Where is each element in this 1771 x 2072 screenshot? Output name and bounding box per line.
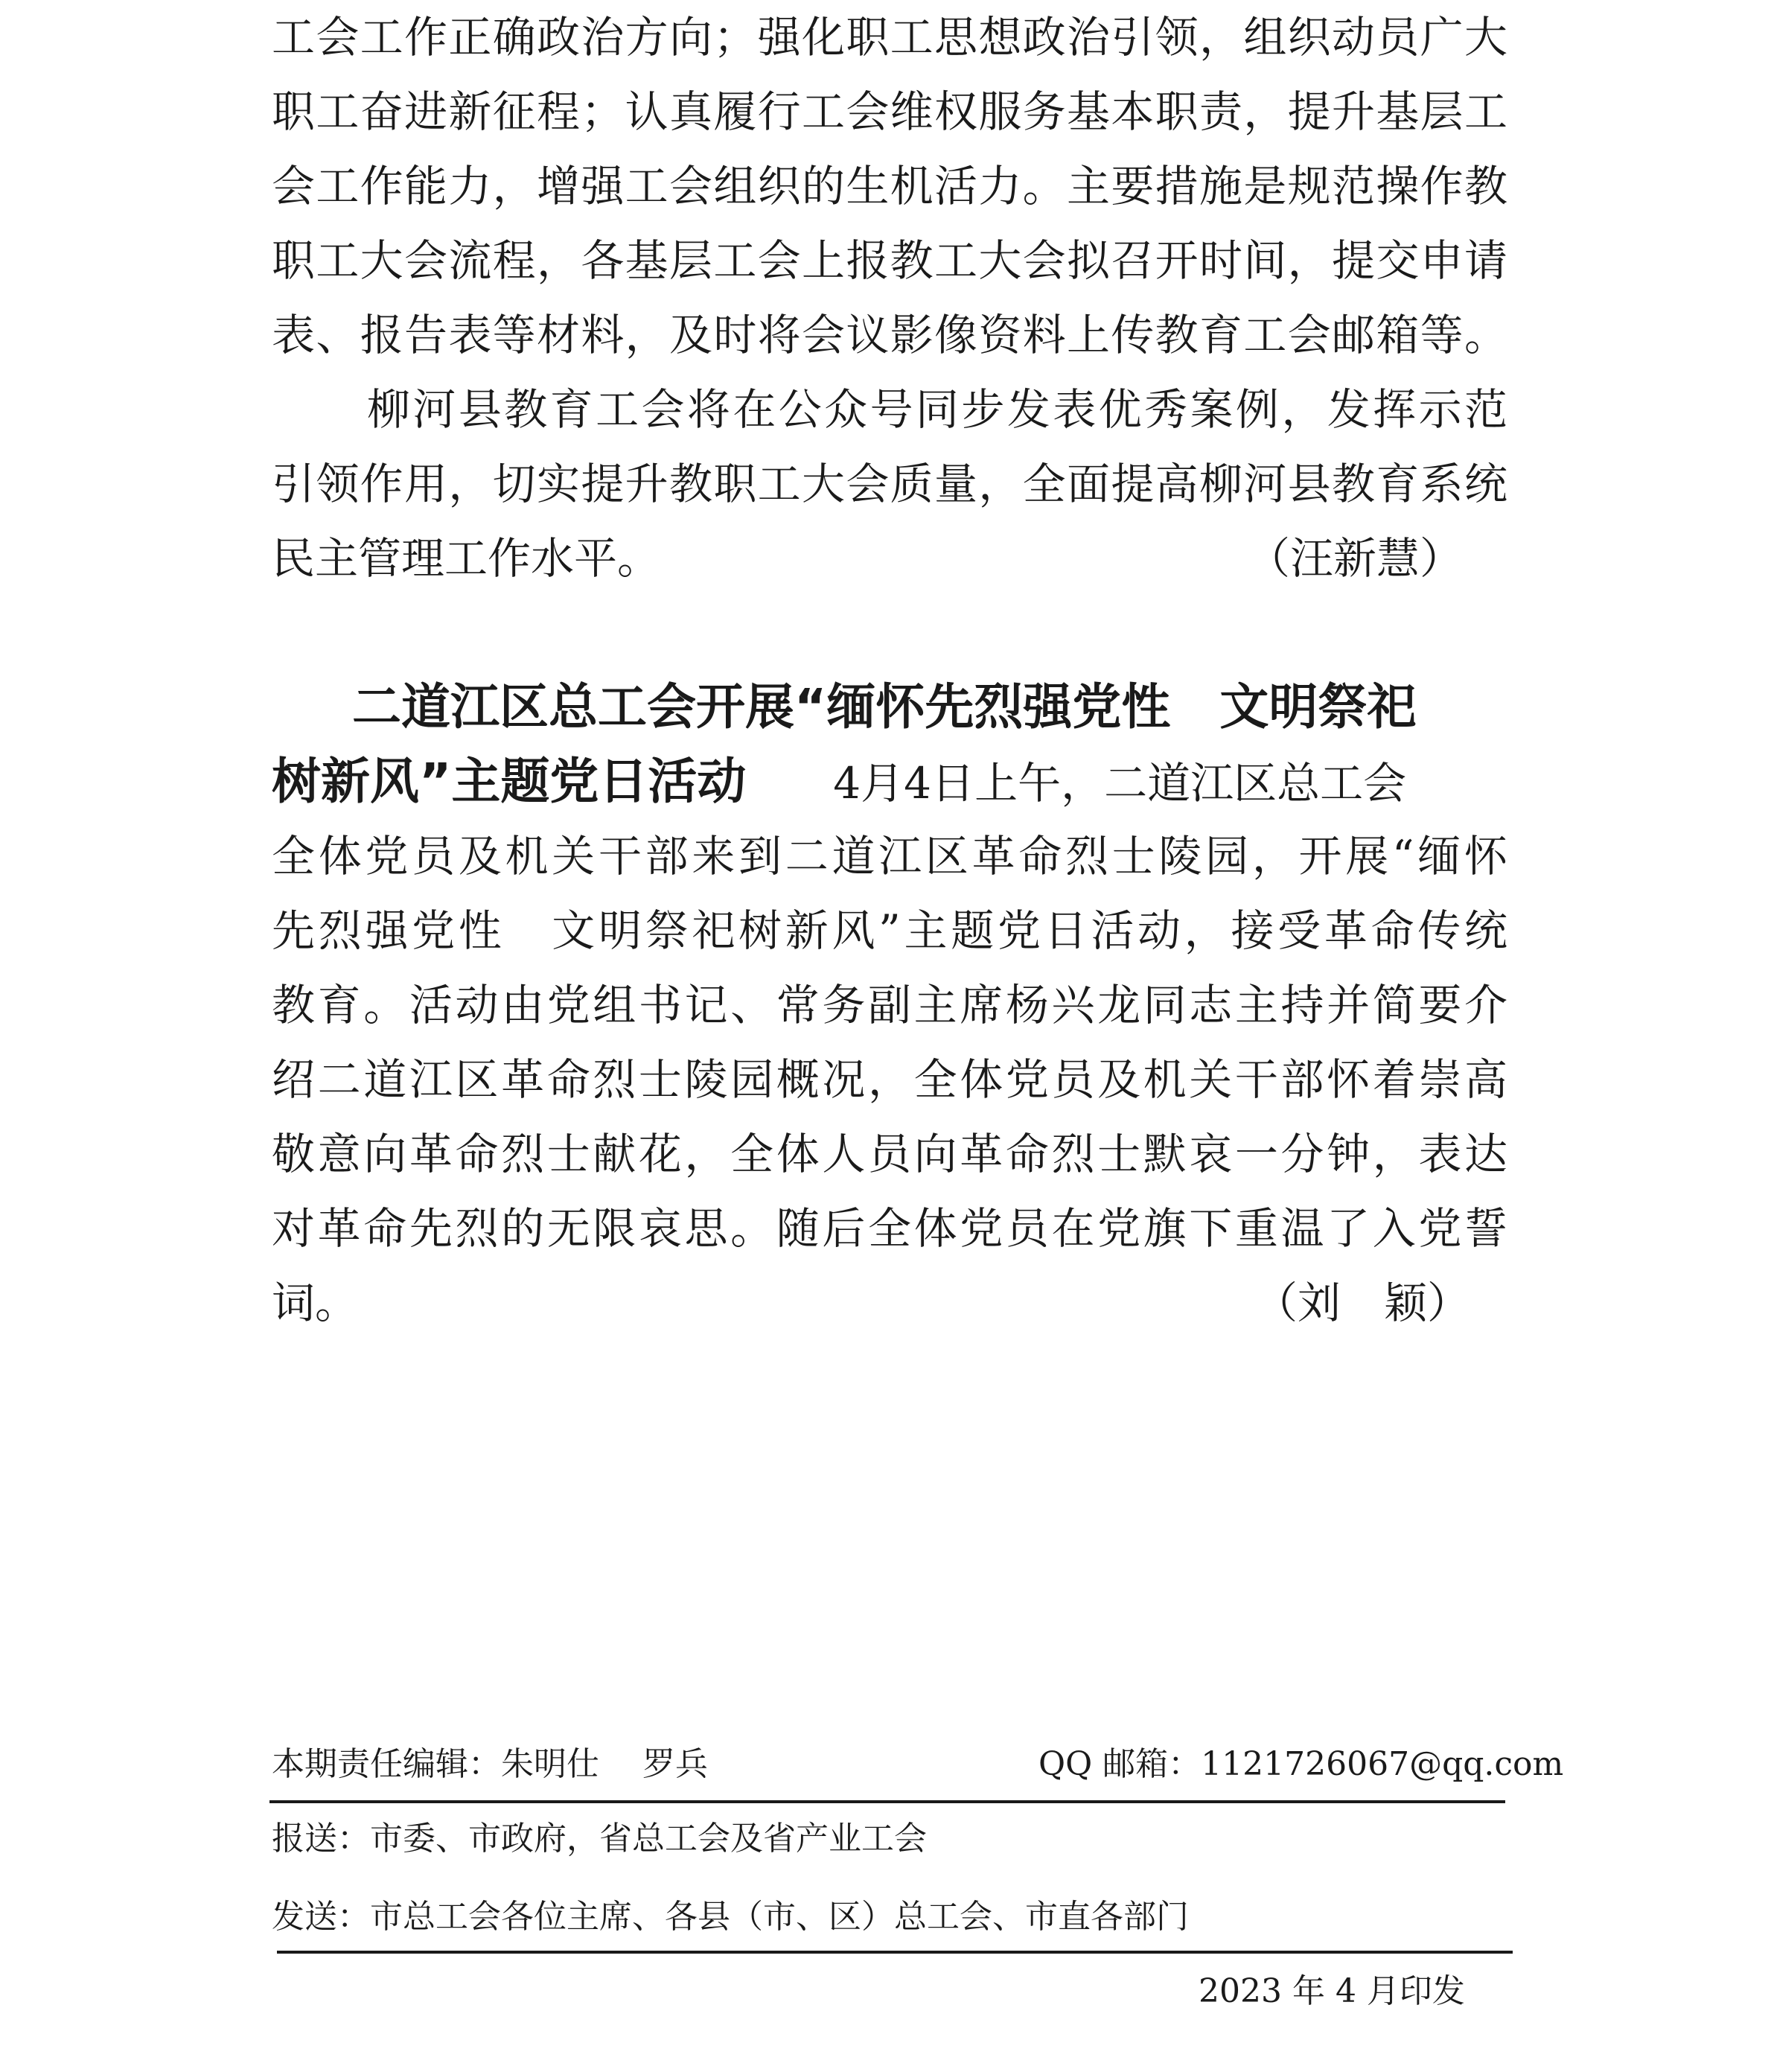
article-lead-text: 4月4日上午，二道江区总工会 [833,758,1407,809]
author-byline: （汪新慧） [1247,533,1464,584]
article-line: 先烈强党性 文明祭祀树新风”主题党日活动，接受革命传统 [272,905,1507,956]
paragraph-line: 引领作用，切实提升教职工大会质量，全面提高柳河县教育系统 [272,459,1507,509]
author-byline: （刘 颖） [1254,1278,1471,1328]
paragraph-line: 民主管理工作水平。 [272,533,661,584]
editor-credit: 本期责任编辑：朱明仕 罗兵 [272,1745,708,1783]
article-heading-continued: 树新风”主题党日活动 [272,753,747,810]
article-heading: 二道江区总工会开展“缅怀先烈强党性 文明祭祀 [352,678,1417,736]
article-line: 词。 [272,1278,359,1328]
report-to-line: 报送：市委、市政府，省总工会及省产业工会 [272,1820,927,1858]
footer-divider [277,1951,1513,1954]
article-line: 全体党员及机关干部来到二道江区革命烈士陵园，开展“缅怀 [272,831,1507,882]
article-line: 对革命先烈的无限哀思。随后全体党员在党旗下重温了入党誓 [272,1203,1507,1254]
article-line: 教育。活动由党组书记、常务副主席杨兴龙同志主持并简要介 [272,980,1507,1030]
paragraph-line: 职工大会流程，各基层工会上报教工大会拟召开时间，提交申请 [272,235,1507,286]
footer-divider [269,1800,1505,1803]
article-heading-line-2 [272,745,1507,819]
paragraph-line: 会工作能力，增强工会组织的生机活力。主要措施是规范操作教 [272,161,1507,211]
issue-date: 2023 年 4 月印发 [1199,1972,1465,2010]
article-line: 敬意向革命烈士献花，全体人员向革命烈士默哀一分钟，表达 [272,1129,1507,1179]
paragraph-line: 工会工作正确政治方向；强化职工思想政治引领，组织动员广大 [272,12,1507,63]
paragraph-line: 柳河县教育工会将在公众号同步发表优秀案例，发挥示范 [367,384,1507,435]
send-to-line: 发送：市总工会各位主席、各县（市、区）总工会、市直各部门 [272,1898,1189,1936]
email-contact: QQ 邮箱：1121726067@qq.com [1038,1745,1564,1783]
paragraph-line: 职工奋进新征程；认真履行工会维权服务基本职责，提升基层工 [272,86,1507,137]
article-line: 绍二道江区革命烈士陵园概况，全体党员及机关干部怀着崇高 [272,1054,1507,1105]
paragraph-line: 表、报告表等材料，及时将会议影像资料上传教育工会邮箱等。 [272,310,1507,360]
